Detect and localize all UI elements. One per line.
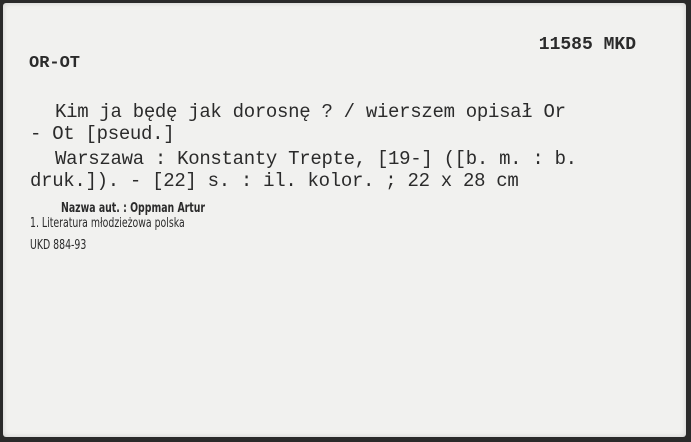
catalog-card [3, 3, 686, 437]
udc-classification: UKD 884-93 [30, 238, 87, 253]
title-line-2: - Ot [pseud.] [30, 123, 175, 145]
imprint-line-2: druk.]). - [22] s. : il. kolor. ; 22 x 28 cm [30, 170, 519, 192]
title-line-1: Kim ja będę jak dorosnę ? / wierszem opisał Or [55, 101, 566, 123]
author-note: Nazwa aut. : Oppman Artur [61, 201, 206, 216]
author-heading: OR-OT [29, 54, 81, 73]
subject-heading: 1. Literatura młodzieżowa polska [30, 216, 185, 231]
imprint-line-1: Warszawa : Konstanty Trepte, [19-] ([b. m. : b. [55, 148, 577, 170]
call-number: 11585 MKD [538, 35, 636, 55]
